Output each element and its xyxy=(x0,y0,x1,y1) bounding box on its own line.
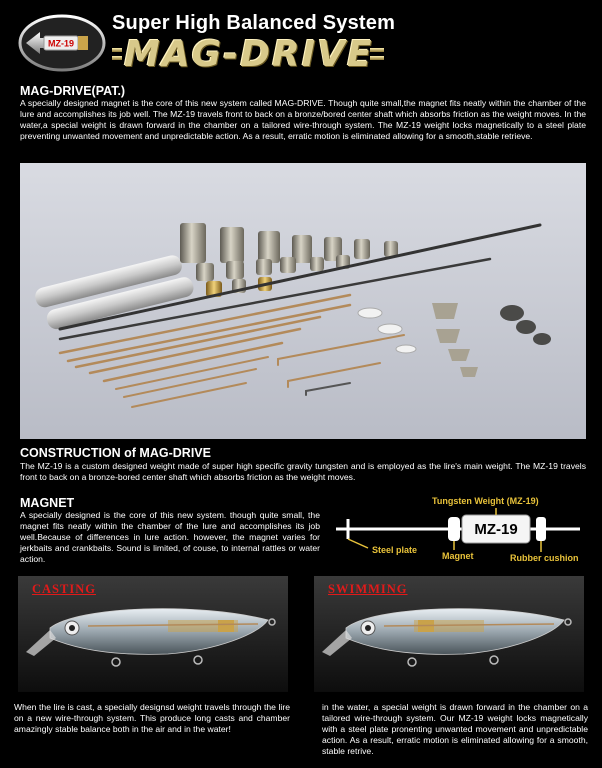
casting-title: CASTING xyxy=(32,582,96,596)
magnet-description: A specially designed is the core of this new system. though quite small, the magnet fits neatly within the chamber of the lure and accomplishes its job well.Because of differences in lure action. however, the magnet varies for jerkbaits and crankbaits. Sound is limited, of couse, to internal rattles or water action. xyxy=(20,510,320,564)
mz19-logo-icon xyxy=(18,14,106,72)
magdrive-heading: MAG-DRIVE(PAT.) xyxy=(20,84,126,98)
construction-description: The MZ-19 is a custom designed weight made of super high specific gravity tungsten and is employed as the lire's main weight. The MZ-19 travels front to back on a bronze-bored center shaft which absorbs friction as the weight moves. xyxy=(20,461,586,482)
swimming-panel xyxy=(314,576,584,692)
weight-label-text: MZ-19 xyxy=(474,521,518,538)
swimming-title: SWIMMING xyxy=(328,582,408,596)
page-title: MAG-DRIVE xyxy=(124,34,374,75)
brand-title xyxy=(112,36,384,74)
swimming-caption: in the water, a special weight is drawn forward in the chamber on a tailored wire-through system. Our MZ-19 weight locks magnetically with a steel plate pronenting unwanted movement and unpredictable action. As a result, erratic motion is eliminated allowing for a smooth, stable retrive. xyxy=(322,702,588,756)
magnet-label: Magnet xyxy=(442,551,474,561)
casting-panel xyxy=(18,576,288,692)
magdrive-description: A specially designed magnet is the core of this new system called MAG-DRIVE. Though quite small,the magnet fits neatly within the chamber of the lure and accomplishes its job well. The MZ-19 travels front to back on a bronze/bored center shaft which absorbs friction as the weight moves. In the water,a special weight is drawn forward in the chamber on a tailored wire-through system. The MZ-19 weight locks magnetically to a steel plate preventing unwanted movement and unpredictable action. As a result, erratic motion is eliminated allowing for a smooth,stable retrieve. xyxy=(20,98,586,141)
mz19-diagram xyxy=(330,496,592,566)
rubber-cushion-label: Rubber cushion xyxy=(510,553,579,563)
tagline: Super High Balanced System xyxy=(112,12,396,34)
components-photo xyxy=(20,163,586,439)
svg-text:MZ-19: MZ-19 xyxy=(47,38,75,49)
construction-heading: CONSTRUCTION of MAG-DRIVE xyxy=(20,446,211,460)
steel-plate-label: Steel plate xyxy=(372,545,418,555)
casting-caption: When the lire is cast, a specially designsd weight travels through the lire on a new wire-through system. This produce long casts and chamber amazingly stable balance both in the air and in the water! xyxy=(14,702,290,734)
magnet-heading: MAGNET xyxy=(20,496,75,510)
tungsten-weight-label: Tungsten Weight (MZ-19) xyxy=(432,496,539,506)
